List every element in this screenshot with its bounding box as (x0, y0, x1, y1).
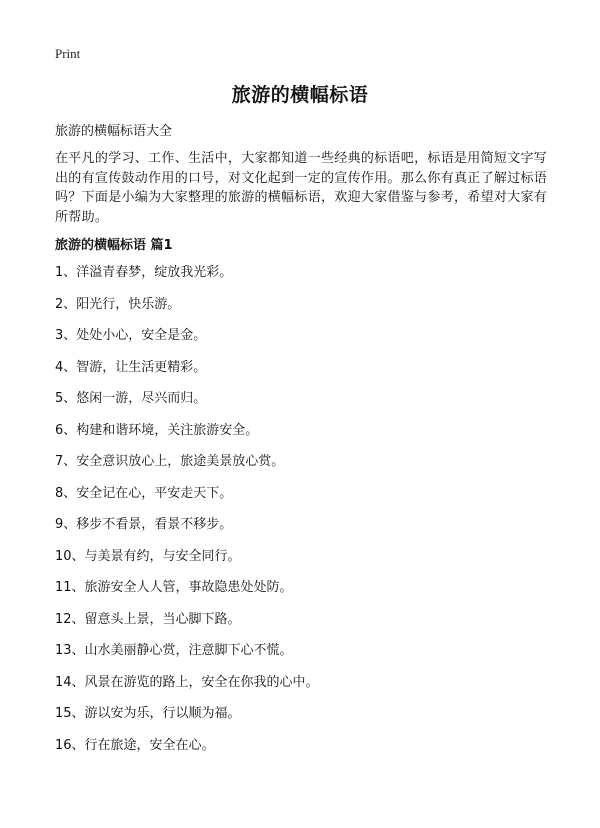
slogan-item: 8、安全记在心，平安走天下。 (55, 485, 233, 501)
slogan-item: 6、构建和谐环境，关注旅游安全。 (55, 422, 259, 438)
section-heading: 旅游的横幅标语 篇1 (55, 238, 173, 253)
slogan-list (55, 266, 319, 770)
slogan-item: 4、智游，让生活更精彩。 (55, 359, 207, 375)
slogan-item: 15、游以安为乐，行以顺为福。 (55, 706, 241, 721)
slogan-item: 5、悠闲一游，尽兴而归。 (55, 391, 207, 406)
slogan-item: 9、移步不看景，看景不移步。 (55, 517, 233, 532)
print-link[interactable]: Print (55, 46, 81, 61)
intro-paragraph: 在平凡的学习、工作、生活中，大家都知道一些经典的标语吧，标语是用简短文字写出的有宣传鼓动作用的口号，对文化起到一定的宣传作用。那么你有真正了解过标语吗？下面是小编为大家整理的旅游的横幅标语，欢迎大家借鉴与参考，希望对大家有所帮助。 (55, 151, 548, 225)
slogan-item: 14、风景在游览的路上，安全在你我的心中。 (55, 674, 319, 690)
document-subtitle: 旅游的横幅标语大全 (55, 124, 173, 139)
slogan-item: 3、处处小心，安全是金。 (55, 328, 207, 343)
slogan-item: 12、留意头上景，当心脚下路。 (55, 611, 241, 627)
slogan-item: 16、行在旅途，安全在心。 (55, 737, 215, 753)
slogan-item: 11、旅游安全人人管，事故隐患处处防。 (55, 580, 293, 595)
slogan-item: 13、山水美丽静心赏，注意脚下心不慌。 (55, 643, 293, 658)
page-title: 旅游的横幅标语 (231, 84, 369, 106)
slogan-item: 10、与美景有约，与安全同行。 (55, 548, 241, 564)
slogan-item: 7、安全意识放心上，旅途美景放心赏。 (55, 454, 285, 469)
slogan-item: 2、阳光行，快乐游。 (55, 296, 181, 312)
slogan-item: 1、洋溢青春梦，绽放我光彩。 (55, 265, 233, 280)
